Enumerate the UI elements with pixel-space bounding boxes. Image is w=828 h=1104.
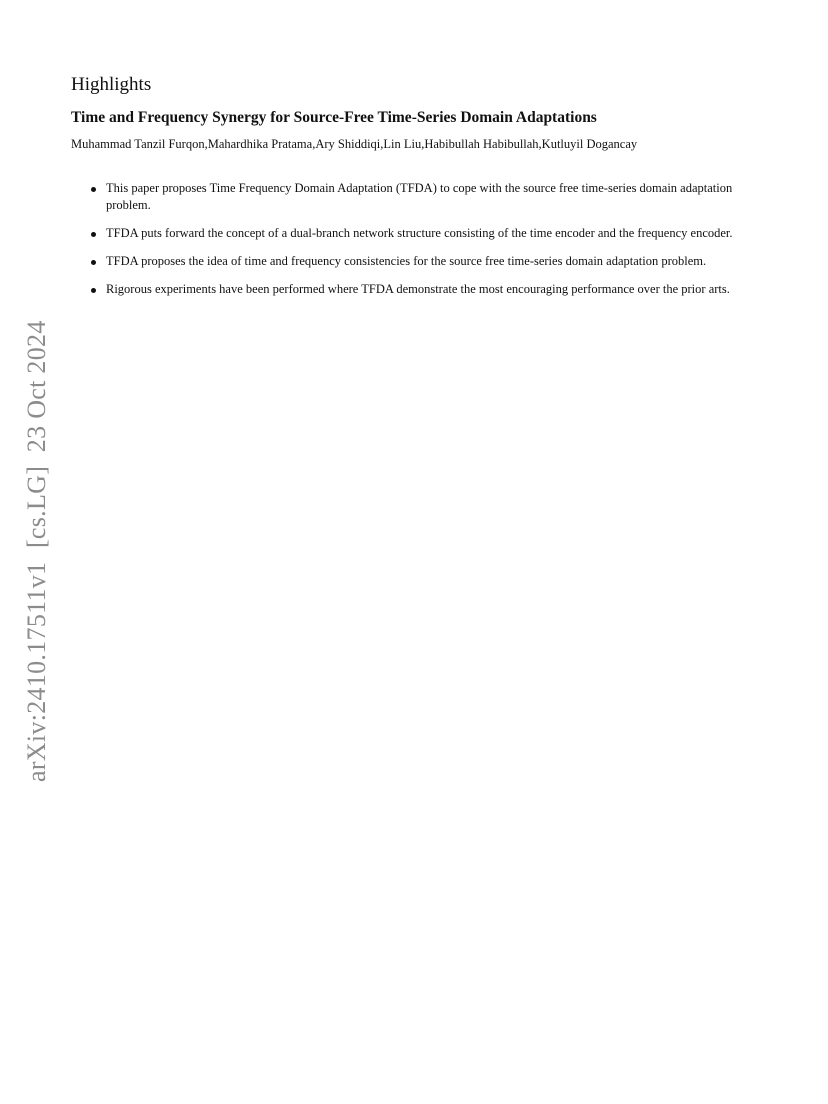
highlight-text: TFDA puts forward the concept of a dual-branch network structure consisting of the time encoder and the frequency encoder. <box>106 226 733 240</box>
highlights-heading: Highlights <box>71 74 152 95</box>
highlights-list <box>88 180 760 309</box>
bullet-icon <box>91 232 96 237</box>
bullet-icon <box>91 260 96 265</box>
highlight-text: TFDA proposes the idea of time and frequency consistencies for the source free time-series domain adaptation problem. <box>106 254 707 268</box>
highlight-item <box>88 281 760 298</box>
highlight-item <box>88 180 760 214</box>
author-list: Muhammad Tanzil Furqon,Mahardhika Pratama,Ary Shiddiqi,Lin Liu,Habibullah Habibullah,Kutluyil Dogancay <box>71 137 638 151</box>
bullet-icon <box>91 187 96 192</box>
highlight-item <box>88 253 760 270</box>
highlight-item <box>88 225 760 242</box>
arxiv-identifier-stamp: arXiv:2410.17511v1 [cs.LG] 23 Oct 2024 <box>22 320 51 782</box>
paper-title: Time and Frequency Synergy for Source-Free Time-Series Domain Adaptations <box>71 109 597 126</box>
highlight-text: This paper proposes Time Frequency Domain Adaptation (TFDA) to cope with the source free time-series domain adaptation problem. <box>106 181 733 212</box>
bullet-icon <box>91 288 96 293</box>
highlight-text: Rigorous experiments have been performed where TFDA demonstrate the most encouraging performance over the prior arts. <box>106 282 730 296</box>
